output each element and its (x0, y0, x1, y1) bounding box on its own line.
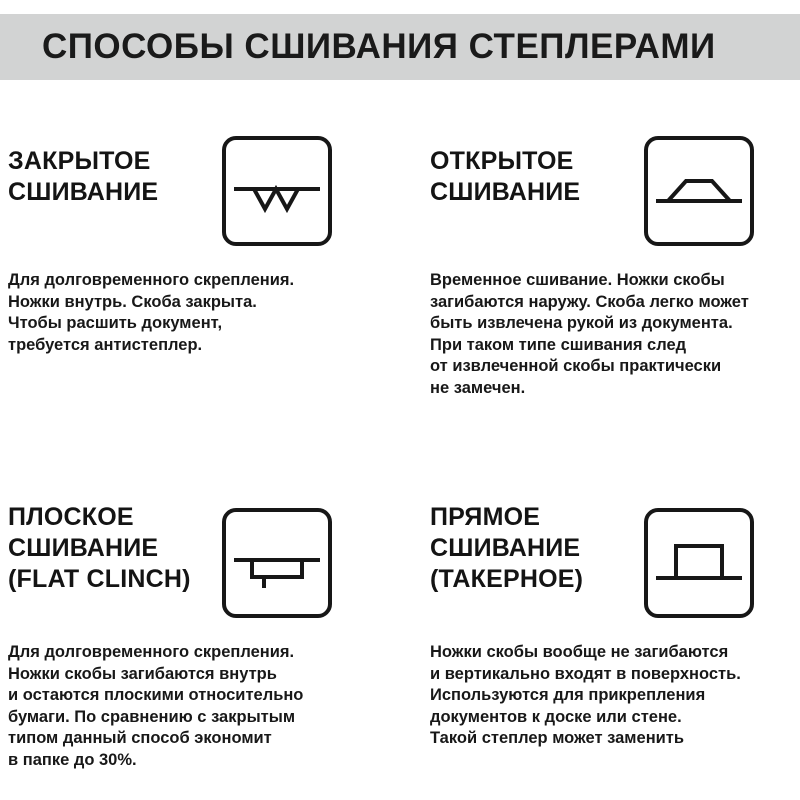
methods-grid (0, 124, 800, 800)
heading-line: СШИВАНИЕ (430, 534, 581, 562)
body-line: Ножки скобы вообще не загибаются (430, 643, 729, 661)
heading-line: ПЛОСКОЕ (8, 503, 134, 531)
body-line: Такой степлер может заменить (430, 729, 685, 747)
heading-line: (ТАКЕРНОЕ) (430, 565, 584, 593)
header-band (0, 14, 800, 80)
heading-line: (FLAT CLINCH) (8, 565, 191, 593)
body-line: от извлеченной скобы практически (430, 357, 722, 375)
card-top (8, 496, 388, 636)
body-line: Ножки внутрь. Скоба закрыта. (8, 292, 257, 311)
heading-line: СШИВАНИЕ (430, 178, 581, 206)
card-top (430, 496, 800, 636)
body-line: Чтобы расшить документ, (8, 314, 223, 332)
body-line: Ножки скобы загибаются внутрь (8, 664, 277, 683)
heading-line: ОТКРЫТОЕ (430, 147, 574, 175)
page-title: СПОСОБЫ СШИВАНИЯ СТЕПЛЕРАМИ (42, 27, 716, 66)
card-body (8, 642, 378, 771)
body-line: загибаются наружу. Скоба легко может (430, 292, 749, 311)
body-line: и остаются плоскими относительно (8, 686, 304, 704)
card-heading (430, 146, 580, 208)
body-line: бумаги. По сравнению с закрытым (8, 707, 296, 726)
body-line: требуется антистеплер. (8, 335, 203, 354)
heading-line: СШИВАНИЕ (8, 178, 159, 206)
body-line: Используются для прикрепления (430, 686, 706, 704)
flat-clinch-staple-icon (222, 508, 332, 618)
card-heading (8, 146, 158, 208)
card-heading (8, 502, 191, 595)
body-line: в папке до 30%. (8, 750, 137, 769)
card-open-stitching (430, 124, 800, 397)
card-body (8, 270, 378, 356)
closed-staple-icon (222, 136, 332, 246)
card-closed-stitching (8, 124, 388, 354)
tacker-staple-icon (644, 508, 754, 618)
card-heading (430, 502, 583, 595)
body-line: документов к доске или стене. (430, 707, 682, 726)
heading-line: ЗАКРЫТОЕ (8, 147, 151, 175)
card-flat-clinch-stitching (8, 496, 388, 769)
body-line: быть извлечена рукой из документа. (430, 314, 733, 332)
body-line: типом данный способ экономит (8, 729, 272, 747)
body-line: Для долговременного скрепления. (8, 271, 295, 289)
card-body (430, 270, 800, 399)
open-staple-icon (644, 136, 754, 246)
body-line: Для долговременного скрепления. (8, 643, 295, 661)
heading-line: ПРЯМОЕ (430, 503, 541, 531)
body-line: Временное сшивание. Ножки скобы (430, 271, 725, 289)
card-top (430, 124, 800, 264)
card-top (8, 124, 388, 264)
heading-line: СШИВАНИЕ (8, 534, 159, 562)
card-body (430, 642, 800, 750)
body-line: не замечен. (430, 378, 526, 397)
body-line: и вертикально входят в поверхность. (430, 664, 741, 683)
card-direct-tacker-stitching (430, 496, 800, 747)
body-line: При таком типе сшивания след (430, 335, 687, 354)
